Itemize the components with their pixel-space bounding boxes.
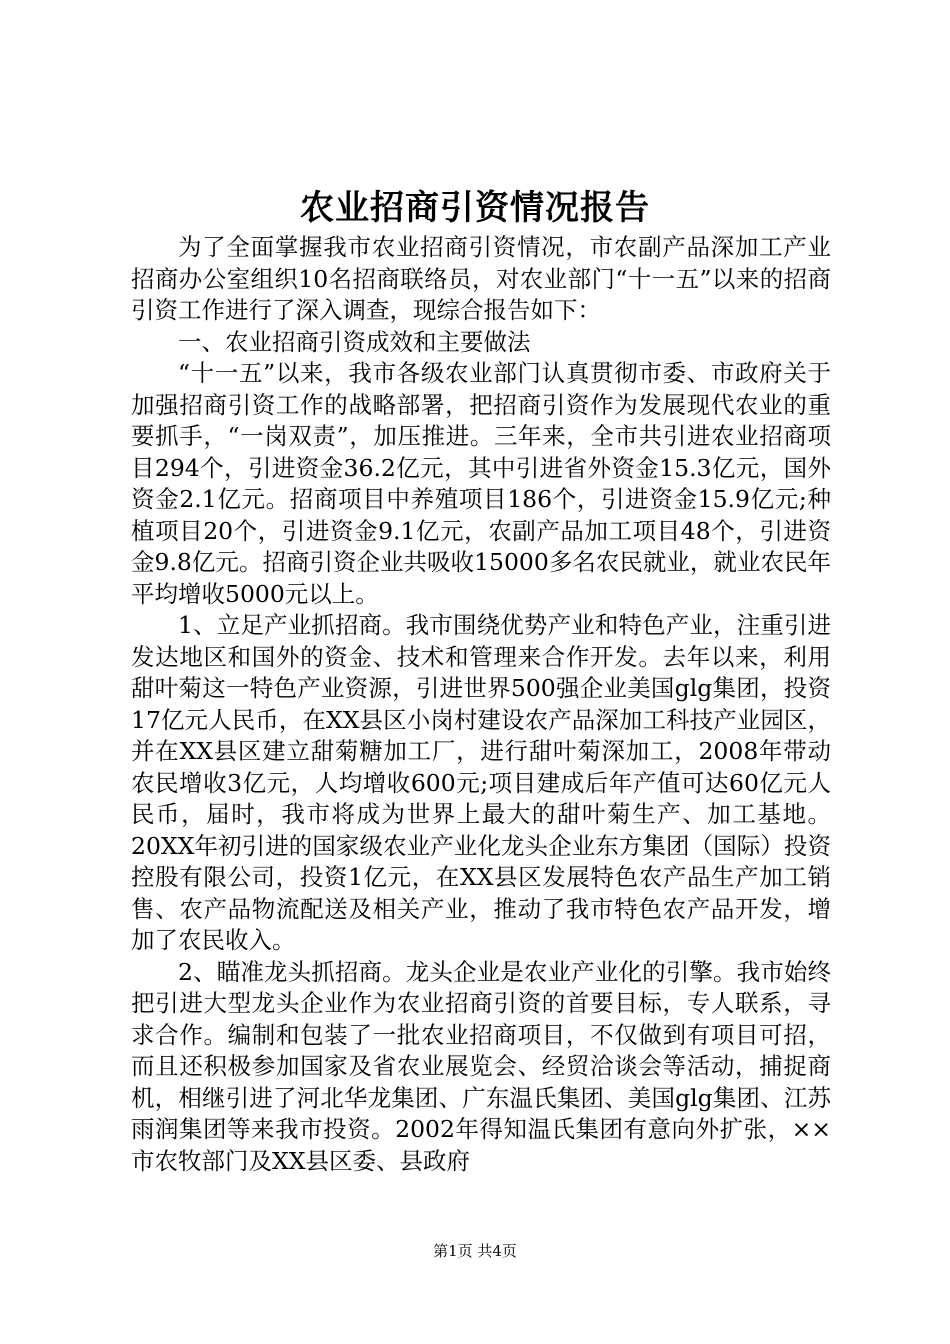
document-title: 农业招商引资情况报告 xyxy=(300,188,650,228)
paragraph-leading-enterprises: 2、瞄准龙头抓招商。龙头企业是农业产业化的引擎。我市始终把引进大型龙头企业作为农业招商引资的首要目标，专人联系，寻求合作。编制和包装了一批农业招商项目，不仅做到有项目可招，而且还积极参加国家及省农业展览会、经贸洽谈会等活动，捕捉商机，相继引进了河北华龙集团、广东温氏集团、美国glg集团、江苏雨润集团等来我市投资。2002年得知温氏集团有意向外扩张，××市农牧部门及XX县区委、县政府 xyxy=(131,957,831,1175)
paragraph-industry: 1、立足产业抓招商。我市围绕优势产业和特色产业，注重引进发达地区和国外的资金、技术和管理来合作开发。去年以来，利用甜叶菊这一特色产业资源，引进世界500强企业美国glg集团，投资17亿元人民币，在XX县区小岗村建设农产品深加工科技产业园区，并在XX县区建立甜菊糖加工厂，进行甜叶菊深加工，2008年带动农民增收3亿元，人均增收600元;项目建成后年产值可达60亿元人民币，届时，我市将成为世界上最大的甜叶菊生产、加工基地。20XX年初引进的国家级农业产业化龙头企业东方集团（国际）投资控股有限公司，投资1亿元，在XX县区发展特色农产品生产加工销售、农产品物流配送及相关产业，推动了我市特色农产品开发，增加了农民收入。 xyxy=(131,611,831,954)
paragraph-intro: 为了全面掌握我市农业招商引资情况，市农副产品深加工产业招商办公室组织10名招商联络员，对农业部门“十一五”以来的招商引资工作进行了深入调查，现综合报告如下： xyxy=(131,233,831,324)
document-body xyxy=(131,232,831,1177)
paragraph-results: “十一五”以来，我市各级农业部门认真贯彻市委、市政府关于加强招商引资工作的战略部署，把招商引资作为发展现代农业的重要抓手，“一岗双责”，加压推进。三年来，全市共引进农业招商项目294个，引进资金36.2亿元，其中引进省外资金15.3亿元，国外资金2.1亿元。招商项目中养殖项目186个，引进资金15.9亿元;种植项目20个，引进资金9.1亿元，农副产品加工项目48个，引进资金9.8亿元。招商引资企业共吸收15000多名农民就业，就业农民年平均增收5000元以上。 xyxy=(131,359,831,608)
section-heading: 一、农业招商引资成效和主要做法 xyxy=(178,327,531,356)
page-footer: 第1页 共4页 xyxy=(433,1242,517,1260)
